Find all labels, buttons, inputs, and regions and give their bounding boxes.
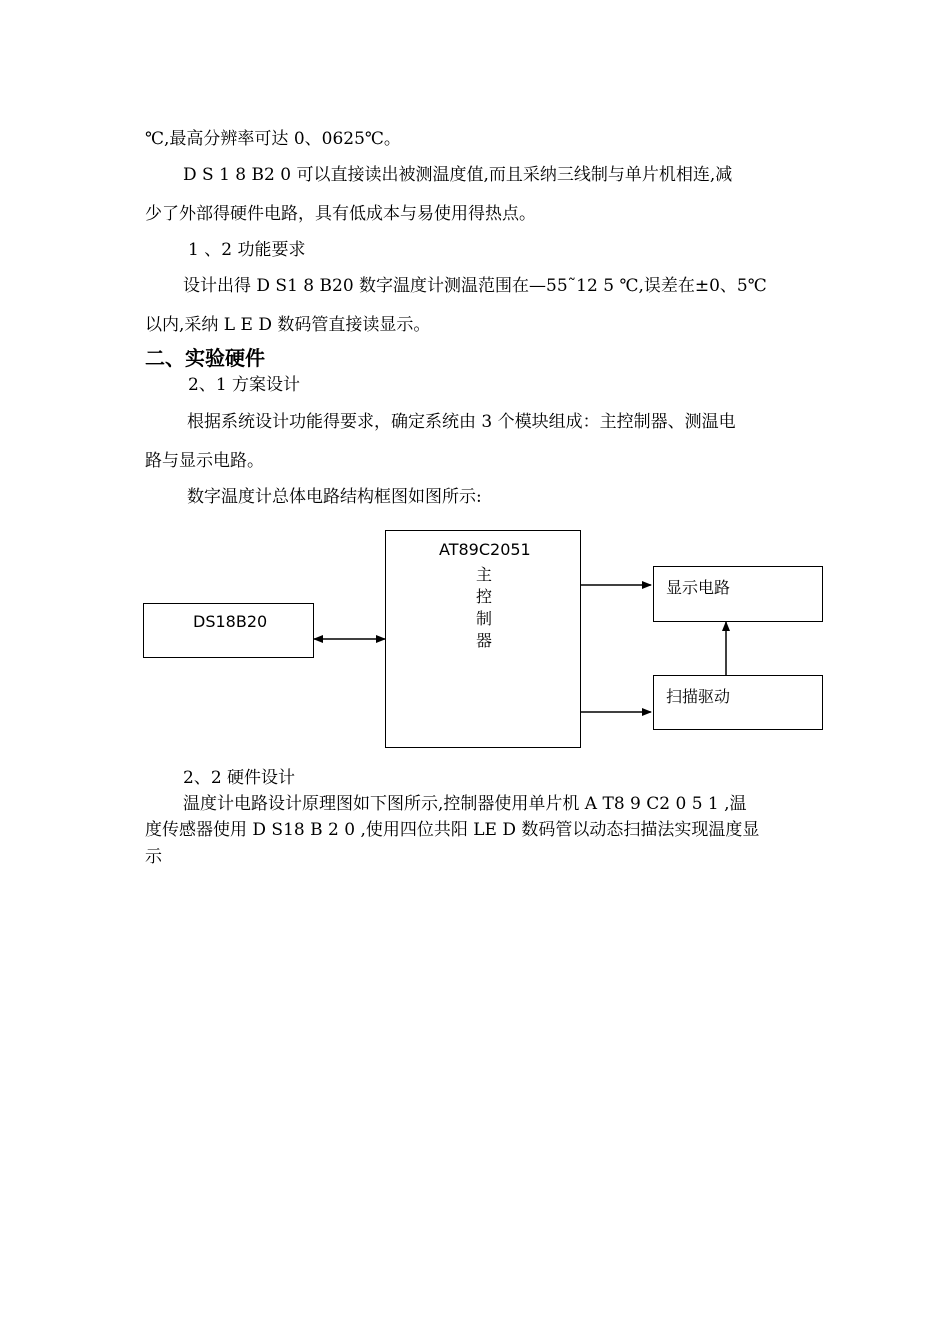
- mcu-char-2: 控: [475, 587, 492, 606]
- display-box: [653, 566, 823, 622]
- mcu-char-1: 主: [475, 565, 492, 584]
- text-line-3: 少了外部得硬件电路，具有低成本与易使用得热点。: [145, 204, 536, 224]
- subheading-1-2: 1 、2 功能要求: [188, 240, 306, 260]
- text-line-5: 以内,采纳 L E D 数码管直接读显示。: [145, 315, 431, 335]
- mcu-char-4: 器: [475, 631, 492, 650]
- display-label: 显示电路: [666, 578, 731, 597]
- driver-label: 扫描驱动: [666, 687, 731, 706]
- mcu-char-3: 制: [475, 609, 492, 628]
- text-line-4: 设计出得 D S1 8 B20 数字温度计测温范围在—55˜12 5 ℃,误差在±0、5℃: [183, 276, 767, 296]
- sensor-box: [143, 603, 314, 658]
- mcu-label: AT89C2051: [439, 540, 531, 559]
- text-line-11: 示: [145, 847, 162, 867]
- text-line-8: 数字温度计总体电路结构框图如图所示:: [187, 487, 482, 507]
- driver-box: [653, 675, 823, 730]
- text-line-9: 温度计电路设计原理图如下图所示,控制器使用单片机 A T8 9 C2 0 5 1 ,温: [183, 794, 747, 814]
- subheading-2-2: 2、2 硬件设计: [183, 768, 296, 788]
- subheading-2-1: 2、1 方案设计: [188, 375, 301, 395]
- text-line-6: 根据系统设计功能得要求，确定系统由 3 个模块组成：主控制器、测温电: [187, 412, 736, 432]
- section-heading-2: 二、实验硬件: [145, 346, 265, 370]
- mcu-box: [385, 530, 581, 748]
- sensor-label: DS18B20: [193, 612, 268, 631]
- text-line-7: 路与显示电路。: [145, 451, 264, 471]
- text-line-1: ℃,最高分辨率可达 0、0625℃。: [145, 129, 401, 149]
- text-line-2: D S 1 8 B2 0 可以直接读出被测温度值,而且采纳三线制与单片机相连,减: [183, 165, 733, 185]
- text-line-10: 度传感器使用 D S18 B 2 0 ,使用四位共阳 LE D 数码管以动态扫描法实现温度显: [145, 820, 760, 840]
